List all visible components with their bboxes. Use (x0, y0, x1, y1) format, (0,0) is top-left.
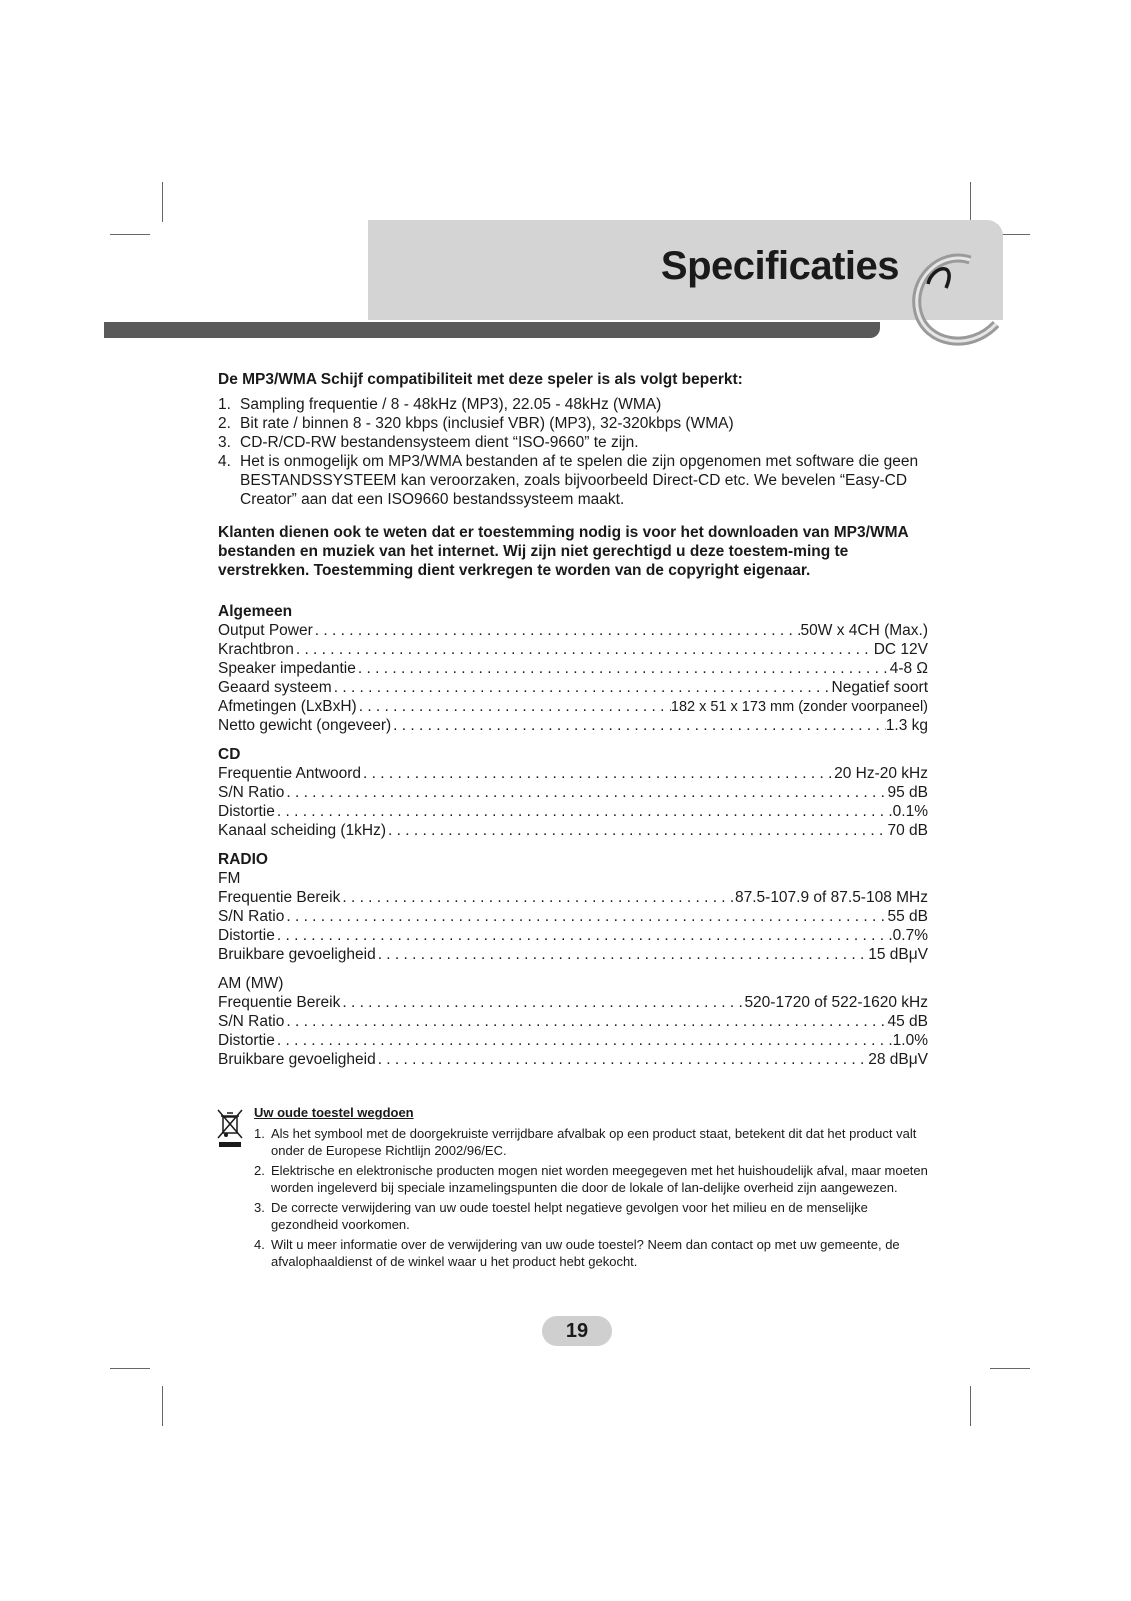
crossed-bin-icon (216, 1108, 244, 1148)
list-item (218, 395, 928, 414)
spec-row (218, 802, 928, 821)
item-text: CD-R/CD-RW bestandensysteem dient “ISO-9660” te zijn. (240, 434, 639, 451)
crop-mark (990, 1368, 1030, 1369)
item-text: Als het symbool met de doorgekruiste verrijdbare afvalbak op een product staat, betekent dit dat het product valt onder de Europese Richtlijn 2002/96/EC. (271, 1126, 917, 1158)
item-text: Elektrische en elektronische producten mogen niet worden meegegeven met het huishoudelijk afval, maar moeten worden ingeleverd bij speciale inzamelingspunten die door de lokale of lan-delijke overheid zijn aangewezen. (271, 1163, 928, 1195)
list-item (218, 452, 928, 509)
leader-dots (357, 697, 671, 716)
spec-label: Speaker impedantie (218, 660, 356, 677)
spec-value: 45 dB (887, 1013, 928, 1030)
spec-value: 520-1720 of 522-1620 kHz (744, 994, 928, 1011)
list-item (218, 414, 928, 433)
spec-row (218, 1050, 928, 1069)
list-item (254, 1125, 938, 1159)
spec-value: 50W x 4CH (Max.) (800, 622, 928, 639)
spec-row (218, 888, 928, 907)
leader-dots (284, 907, 887, 926)
spec-row (218, 907, 928, 926)
item-text: De correcte verwijdering van uw oude toestel helpt negatieve gevolgen voor het milieu en de menselijke gezondheid voorkomen. (271, 1200, 868, 1232)
leader-dots (340, 993, 744, 1012)
crop-mark (970, 182, 971, 222)
leader-dots (332, 678, 832, 697)
spec-value: 95 dB (887, 784, 928, 801)
item-number: 2. (254, 1163, 265, 1178)
spec-value: 20 Hz-20 kHz (834, 765, 928, 782)
spec-value: 15 dBμV (868, 946, 928, 963)
section-heading-cd: CD (218, 746, 241, 763)
spec-value: 182 x 51 x 173 mm (zonder voorpaneel) (670, 699, 928, 715)
spec-value: 0.1% (892, 803, 928, 820)
spec-label: Frequentie Bereik (218, 889, 341, 906)
disposal-section (218, 1104, 938, 1273)
leader-dots (275, 1031, 893, 1050)
item-number: 1. (254, 1126, 265, 1141)
crop-mark (110, 1368, 150, 1369)
subheading-fm: FM (218, 870, 241, 887)
spec-row (218, 945, 928, 964)
disposal-list (254, 1125, 938, 1270)
item-number: 3. (254, 1200, 265, 1215)
spec-value: 0.7% (892, 927, 928, 944)
spec-value: 70 dB (887, 822, 928, 839)
item-text: Wilt u meer informatie over de verwijdering van uw oude toestel? Neem dan contact op met uw gemeente, de afvalophaaldienst of de winkel waar u het product hebt gekocht. (271, 1237, 900, 1269)
item-number: 1. (218, 396, 231, 413)
item-number: 2. (218, 415, 231, 432)
spec-label: S/N Ratio (218, 908, 285, 925)
spec-label: Distortie (218, 927, 275, 944)
leader-dots (294, 640, 874, 659)
spec-value: Negatief soort (831, 679, 928, 696)
spec-row (218, 821, 928, 840)
spec-row (218, 783, 928, 802)
list-item (218, 433, 928, 452)
spec-label: Bruikbare gevoeligheid (218, 1051, 376, 1068)
item-number: 3. (218, 434, 231, 451)
header-bar (104, 322, 880, 338)
crop-mark (970, 1386, 971, 1426)
item-number: 4. (254, 1237, 265, 1252)
leader-dots (275, 926, 893, 945)
spec-label: Afmetingen (LxBxH) (218, 698, 357, 715)
disposal-title: Uw oude toestel wegdoen (254, 1105, 414, 1120)
spec-label: Output Power (218, 622, 313, 639)
leader-dots (386, 821, 887, 840)
spec-value: 1.0% (892, 1032, 928, 1049)
list-item (254, 1236, 938, 1270)
spec-row (218, 659, 928, 678)
leader-dots (313, 621, 801, 640)
spec-label: Krachtbron (218, 641, 294, 658)
spec-label: Frequentie Antwoord (218, 765, 362, 782)
item-number: 4. (218, 453, 231, 470)
crop-mark (110, 234, 150, 235)
spec-value: 87.5-107.9 of 87.5-108 MHz (734, 889, 928, 906)
leader-dots (376, 1050, 869, 1069)
leader-dots (391, 716, 886, 735)
leader-dots (356, 659, 890, 678)
spec-label: Kanaal scheiding (1kHz) (218, 822, 387, 839)
spec-row (218, 993, 928, 1012)
section-heading-general: Algemeen (218, 603, 293, 620)
list-item (254, 1199, 938, 1233)
crop-mark (162, 1386, 163, 1426)
spec-label: Distortie (218, 803, 275, 820)
spec-label: Netto gewicht (ongeveer) (218, 717, 392, 734)
leader-dots (340, 888, 735, 907)
item-text: Bit rate / binnen 8 - 320 kbps (inclusief VBR) (MP3), 32-320kbps (WMA) (240, 415, 734, 432)
leader-dots (284, 1012, 887, 1031)
spec-row (218, 1012, 928, 1031)
item-text: Het is onmogelijk om MP3/WMA bestanden af te spelen die zijn opgenomen met software die geen BESTANDSSYSTEEM kan veroorzaken, zoals bijvoorbeeld Direct-CD etc. We bevelen “Easy-CD Creator” aan dat een ISO9660 bestandssysteem maakt. (240, 453, 919, 508)
spec-row (218, 697, 928, 716)
subheading-am: AM (MW) (218, 975, 284, 992)
download-notice: Klanten dienen ook te weten dat er toestemming nodig is voor het downloaden van MP3/WMA bestanden en muziek van het internet. Wij zijn niet gerechtigd u deze toestem-ming te verstrekken. Toestemming dient verkregen te worden van de copyright eigenaar. (218, 524, 909, 579)
spec-label: Geaard systeem (218, 679, 332, 696)
swirl-icon (900, 240, 1006, 360)
page-number: 19 (542, 1316, 612, 1346)
spec-label: S/N Ratio (218, 1013, 285, 1030)
spec-label: Distortie (218, 1032, 275, 1049)
compat-list (218, 395, 928, 509)
leader-dots (376, 945, 869, 964)
leader-dots (284, 783, 887, 802)
list-item (254, 1162, 938, 1196)
spec-row (218, 640, 928, 659)
spec-row (218, 716, 928, 735)
crop-mark (162, 182, 163, 222)
spec-row (218, 764, 928, 783)
spec-label: Frequentie Bereik (218, 994, 341, 1011)
section-heading-radio: RADIO (218, 851, 268, 868)
spec-label: S/N Ratio (218, 784, 285, 801)
spec-label: Bruikbare gevoeligheid (218, 946, 376, 963)
spec-value: 4-8 Ω (889, 660, 928, 677)
spec-value: 28 dBμV (868, 1051, 928, 1068)
leader-dots (275, 802, 893, 821)
spec-value: 1.3 kg (885, 717, 928, 734)
item-text: Sampling frequentie / 8 - 48kHz (MP3), 22.05 - 48kHz (WMA) (240, 396, 662, 413)
compat-heading: De MP3/WMA Schijf compatibiliteit met deze speler is als volgt beperkt: (218, 371, 743, 388)
spec-row (218, 678, 928, 697)
spec-value: 55 dB (887, 908, 928, 925)
leader-dots (361, 764, 834, 783)
spec-row (218, 1031, 928, 1050)
spec-row (218, 621, 928, 640)
page-title: Specificaties (660, 244, 899, 288)
spec-value: DC 12V (873, 641, 928, 658)
spec-row (218, 926, 928, 945)
spec-content (218, 370, 928, 1069)
